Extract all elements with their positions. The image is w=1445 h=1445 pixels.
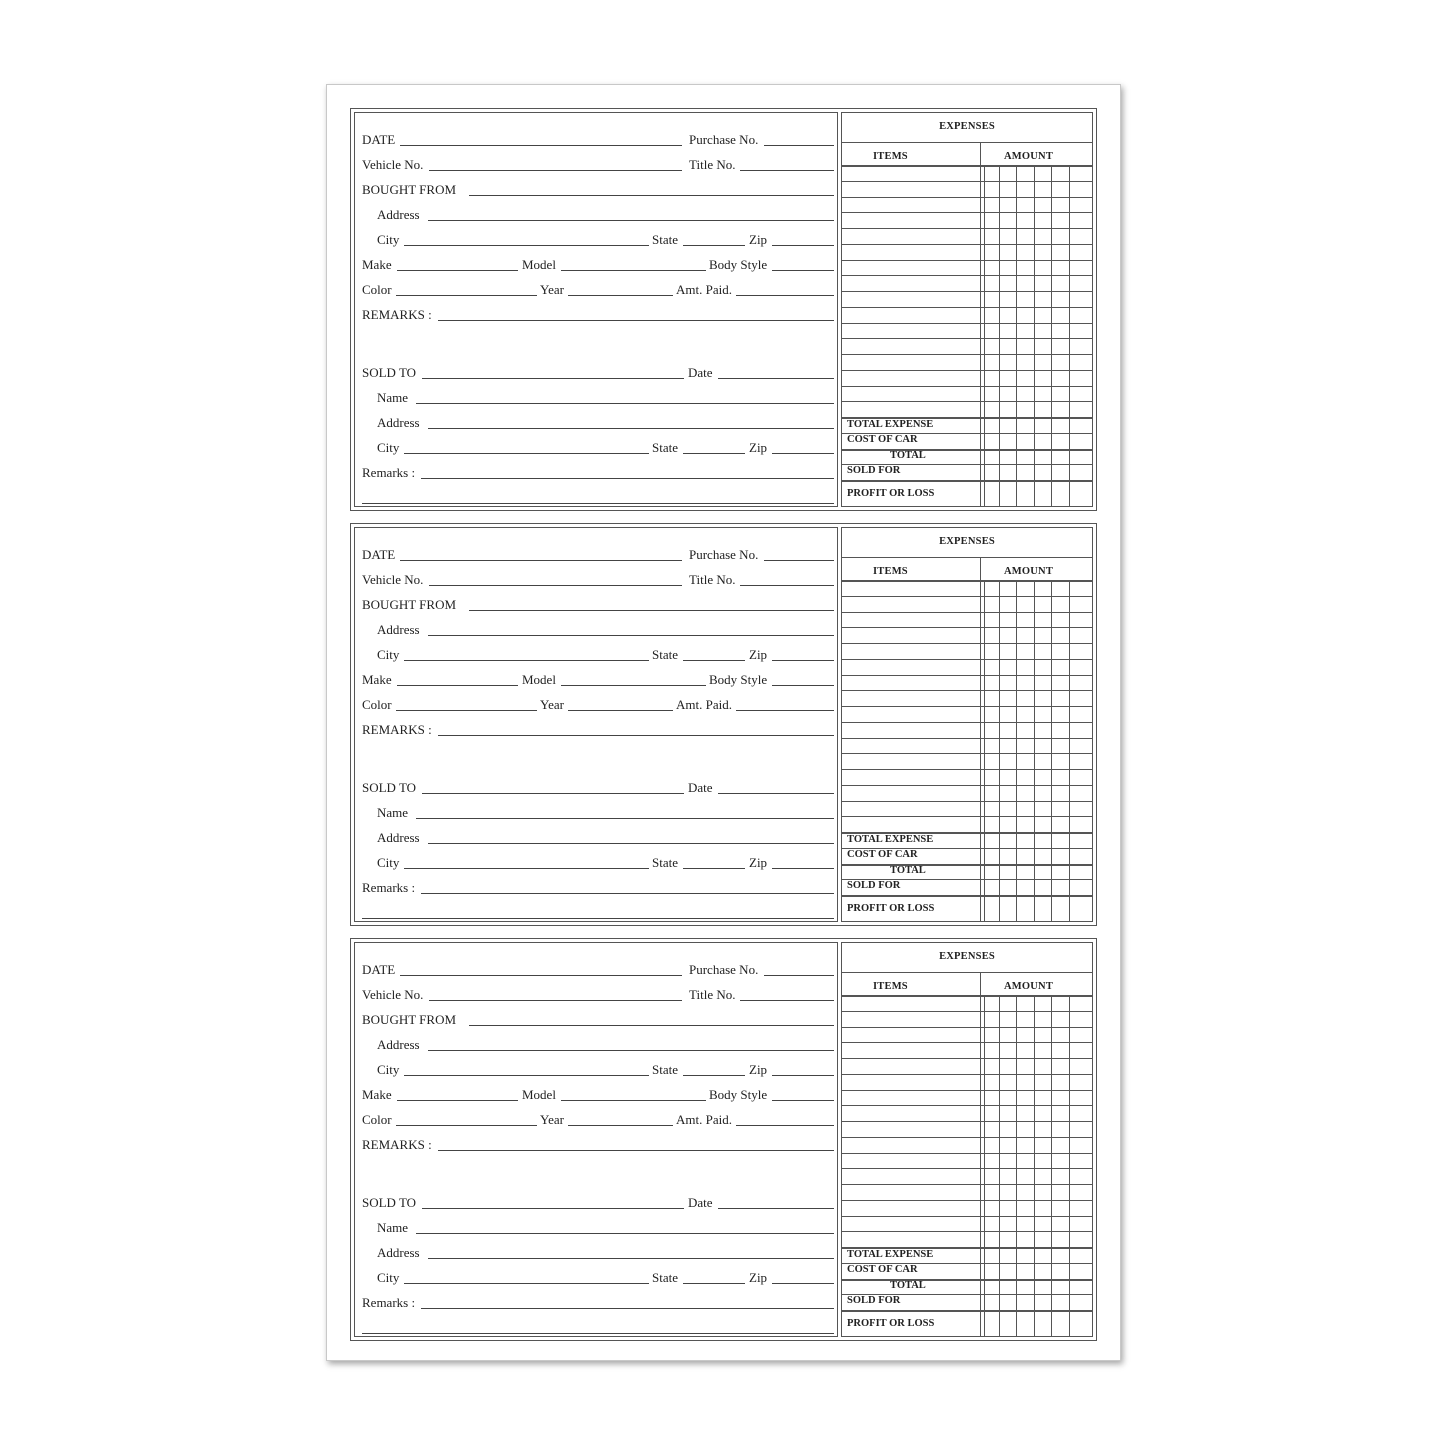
- sold-state-label: State: [652, 440, 678, 455]
- expense-row-line: [842, 1105, 1092, 1106]
- vehicle-no-field[interactable]: [429, 170, 682, 171]
- model-label: Model: [522, 257, 556, 272]
- date-label: DATE: [362, 132, 396, 147]
- amount-column-divider: [1016, 165, 1017, 506]
- expense-row-line: [842, 1200, 1092, 1201]
- sold-zip-label: Zip: [749, 855, 768, 870]
- bought-address-label: Address: [377, 1037, 420, 1052]
- bought-city-field[interactable]: [404, 660, 649, 661]
- amount-column-divider: [1034, 165, 1035, 506]
- model-field[interactable]: [561, 270, 706, 271]
- color-label: Color: [362, 697, 392, 712]
- year-label: Year: [540, 1112, 564, 1127]
- total-label: TOTAL: [890, 865, 926, 876]
- date-field[interactable]: [400, 145, 682, 146]
- sold-state-field[interactable]: [683, 453, 745, 454]
- sold-city-label: City: [377, 855, 400, 870]
- sold-name-label: Name: [377, 805, 409, 820]
- expense-row-line: [842, 244, 1092, 245]
- bought-city-field[interactable]: [404, 245, 649, 246]
- amount-column-divider: [1016, 995, 1017, 1336]
- model-field[interactable]: [561, 685, 706, 686]
- amount-column-divider: [1051, 995, 1052, 1336]
- bought-city-field[interactable]: [404, 1075, 649, 1076]
- title-no-field[interactable]: [740, 585, 834, 586]
- expense-row-line: [842, 1184, 1092, 1185]
- color-label: Color: [362, 1112, 392, 1127]
- amt-paid-label: Amt. Paid.: [676, 282, 732, 297]
- summary-row-line: [842, 449, 1092, 451]
- expenses-title: EXPENSES: [939, 536, 995, 547]
- title-no-label: Title No.: [689, 157, 736, 172]
- profit-or-loss-label: PROFIT OR LOSS: [847, 488, 935, 499]
- expenses-title: EXPENSES: [939, 951, 995, 962]
- sold-name-field[interactable]: [416, 1233, 834, 1234]
- bought-zip-label: Zip: [749, 232, 768, 247]
- expense-row-line: [842, 816, 1092, 817]
- expense-row-line: [842, 1027, 1092, 1028]
- purchase-no-field[interactable]: [764, 975, 834, 976]
- amount-column-divider: [984, 995, 985, 1336]
- sold-to-label: SOLD TO: [362, 780, 417, 795]
- expense-row-line: [842, 738, 1092, 739]
- sold-state-field[interactable]: [683, 868, 745, 869]
- expense-row-line: [842, 1042, 1092, 1043]
- amount-column-divider: [1051, 165, 1052, 506]
- color-label: Color: [362, 282, 392, 297]
- purchase-no-label: Purchase No.: [689, 962, 759, 977]
- sold-remarks-field-2[interactable]: [362, 1333, 834, 1334]
- sold-to-field[interactable]: [422, 1208, 684, 1209]
- vehicle-record: [350, 523, 1097, 926]
- expense-row-line: [842, 1216, 1092, 1217]
- sold-address-field[interactable]: [428, 843, 834, 844]
- bought-state-label: State: [652, 232, 678, 247]
- bought-city-label: City: [377, 232, 400, 247]
- bought-address-field[interactable]: [428, 635, 834, 636]
- amt-paid-field[interactable]: [736, 710, 834, 711]
- expense-row-line: [842, 323, 1092, 324]
- bought-from-label: BOUGHT FROM: [362, 597, 457, 612]
- sold-address-label: Address: [377, 1245, 420, 1260]
- sold-remarks-field[interactable]: [421, 893, 834, 894]
- make-field[interactable]: [397, 270, 518, 271]
- expense-row-line: [842, 291, 1092, 292]
- title-no-label: Title No.: [689, 572, 736, 587]
- bought-address-field[interactable]: [428, 1050, 834, 1051]
- sold-remarks-field-2[interactable]: [362, 918, 834, 919]
- total-expense-label: TOTAL EXPENSE: [847, 834, 934, 845]
- purchase-no-label: Purchase No.: [689, 132, 759, 147]
- vehicle-info-panel: [354, 527, 838, 922]
- expense-row-line: [842, 307, 1092, 308]
- expense-row-line: [842, 370, 1092, 371]
- expense-row-line: [842, 212, 1092, 213]
- expense-row-line: [842, 1168, 1092, 1169]
- year-label: Year: [540, 697, 564, 712]
- items-header: ITEMS: [873, 151, 908, 162]
- date-label: DATE: [362, 547, 396, 562]
- expense-row-line: [842, 181, 1092, 182]
- amount-column-divider: [1069, 995, 1070, 1336]
- expense-row-line: [842, 1137, 1092, 1138]
- profit-or-loss-label: PROFIT OR LOSS: [847, 1318, 935, 1329]
- sold-to-field[interactable]: [422, 378, 684, 379]
- remarks-field[interactable]: [438, 320, 834, 321]
- sold-state-field[interactable]: [683, 1283, 745, 1284]
- sold-for-label: SOLD FOR: [847, 1295, 901, 1306]
- year-label: Year: [540, 282, 564, 297]
- purchase-no-label: Purchase No.: [689, 547, 759, 562]
- sold-name-field[interactable]: [416, 403, 834, 404]
- remarks-label: REMARKS :: [362, 722, 432, 737]
- sold-name-field[interactable]: [416, 818, 834, 819]
- bought-zip-field[interactable]: [772, 245, 834, 246]
- model-field[interactable]: [561, 1100, 706, 1101]
- sold-city-field[interactable]: [404, 453, 649, 454]
- vehicle-no-label: Vehicle No.: [362, 157, 424, 172]
- total-label: TOTAL: [890, 450, 926, 461]
- date-label: DATE: [362, 962, 396, 977]
- expense-row-line: [842, 643, 1092, 644]
- expense-row-line: [842, 612, 1092, 613]
- bought-city-label: City: [377, 1062, 400, 1077]
- bought-address-field[interactable]: [428, 220, 834, 221]
- column-header-divider: [842, 165, 1092, 167]
- model-label: Model: [522, 1087, 556, 1102]
- purchase-no-field[interactable]: [764, 560, 834, 561]
- sold-city-label: City: [377, 440, 400, 455]
- sold-remarks-field[interactable]: [421, 1308, 834, 1309]
- amount-column-divider: [1034, 580, 1035, 921]
- sold-date-field[interactable]: [718, 793, 834, 794]
- color-field[interactable]: [396, 1125, 537, 1126]
- sold-zip-label: Zip: [749, 440, 768, 455]
- remarks-field[interactable]: [438, 735, 834, 736]
- expense-row-line: [842, 769, 1092, 770]
- expense-row-line: [842, 690, 1092, 691]
- title-no-field[interactable]: [740, 1000, 834, 1001]
- expense-row-line: [842, 228, 1092, 229]
- body-style-field[interactable]: [772, 1100, 834, 1101]
- vehicle-no-field[interactable]: [429, 585, 682, 586]
- amount-header: AMOUNT: [1004, 151, 1054, 162]
- amount-column-divider: [999, 580, 1000, 921]
- amount-column-divider: [1069, 580, 1070, 921]
- sold-zip-field[interactable]: [772, 1283, 834, 1284]
- amt-paid-label: Amt. Paid.: [676, 1112, 732, 1127]
- bought-state-field[interactable]: [683, 660, 745, 661]
- vehicle-no-label: Vehicle No.: [362, 572, 424, 587]
- summary-row-line: [842, 895, 1092, 897]
- sold-address-label: Address: [377, 830, 420, 845]
- sold-remarks-label: Remarks :: [362, 1295, 416, 1310]
- amount-column-divider: [984, 580, 985, 921]
- sold-address-field[interactable]: [428, 428, 834, 429]
- expense-row-line: [842, 197, 1092, 198]
- expense-row-line: [842, 1074, 1092, 1075]
- bought-city-label: City: [377, 647, 400, 662]
- expense-row-line: [842, 338, 1092, 339]
- summary-row-line: [842, 1310, 1092, 1312]
- expense-row-line: [842, 675, 1092, 676]
- sold-address-field[interactable]: [428, 1258, 834, 1259]
- column-header-divider: [842, 580, 1092, 582]
- year-field[interactable]: [568, 295, 673, 296]
- bought-zip-field[interactable]: [772, 1075, 834, 1076]
- amount-column-divider: [984, 165, 985, 506]
- make-field[interactable]: [397, 1100, 518, 1101]
- expense-row-line: [842, 596, 1092, 597]
- items-header: ITEMS: [873, 566, 908, 577]
- vehicle-info-panel: [354, 112, 838, 507]
- record-sheet: [326, 84, 1121, 1361]
- sold-remarks-label: Remarks :: [362, 880, 416, 895]
- make-field[interactable]: [397, 685, 518, 686]
- bought-from-field[interactable]: [469, 195, 834, 196]
- bought-from-field[interactable]: [469, 1025, 834, 1026]
- cost-of-car-label: COST OF CAR: [847, 849, 918, 860]
- sold-remarks-field[interactable]: [421, 478, 834, 479]
- sold-name-label: Name: [377, 390, 409, 405]
- bought-from-field[interactable]: [469, 610, 834, 611]
- year-field[interactable]: [568, 1125, 673, 1126]
- color-field[interactable]: [396, 295, 537, 296]
- sold-city-field[interactable]: [404, 1283, 649, 1284]
- amount-column-divider: [1016, 580, 1017, 921]
- sold-name-label: Name: [377, 1220, 409, 1235]
- body-style-label: Body Style: [709, 257, 768, 272]
- sold-state-label: State: [652, 855, 678, 870]
- expenses-title-divider: [842, 557, 1092, 558]
- sold-zip-label: Zip: [749, 1270, 768, 1285]
- body-style-field[interactable]: [772, 270, 834, 271]
- make-label: Make: [362, 1087, 392, 1102]
- bought-address-label: Address: [377, 622, 420, 637]
- bought-from-label: BOUGHT FROM: [362, 182, 457, 197]
- sold-city-field[interactable]: [404, 868, 649, 869]
- amt-paid-field[interactable]: [736, 295, 834, 296]
- sold-state-label: State: [652, 1270, 678, 1285]
- summary-row-line: [842, 1279, 1092, 1281]
- profit-or-loss-label: PROFIT OR LOSS: [847, 903, 935, 914]
- summary-row-line: [842, 480, 1092, 482]
- vehicle-record: [350, 108, 1097, 511]
- make-label: Make: [362, 257, 392, 272]
- sold-city-label: City: [377, 1270, 400, 1285]
- expense-row-line: [842, 753, 1092, 754]
- amt-paid-field[interactable]: [736, 1125, 834, 1126]
- sold-remarks-label: Remarks :: [362, 465, 416, 480]
- sold-for-label: SOLD FOR: [847, 465, 901, 476]
- expenses-panel: [841, 527, 1093, 922]
- expense-row-line: [842, 1058, 1092, 1059]
- model-label: Model: [522, 672, 556, 687]
- remarks-label: REMARKS :: [362, 307, 432, 322]
- body-style-label: Body Style: [709, 672, 768, 687]
- expense-row-line: [842, 275, 1092, 276]
- total-expense-label: TOTAL EXPENSE: [847, 1249, 934, 1260]
- sold-date-field[interactable]: [718, 378, 834, 379]
- expense-row-line: [842, 1231, 1092, 1232]
- sold-to-label: SOLD TO: [362, 365, 417, 380]
- expenses-title-divider: [842, 142, 1092, 143]
- vehicle-record: [350, 938, 1097, 1341]
- expense-row-line: [842, 386, 1092, 387]
- sold-date-label: Date: [688, 1195, 713, 1210]
- expenses-title-divider: [842, 972, 1092, 973]
- expense-row-line: [842, 1153, 1092, 1154]
- color-field[interactable]: [396, 710, 537, 711]
- bought-state-label: State: [652, 647, 678, 662]
- body-style-label: Body Style: [709, 1087, 768, 1102]
- sold-zip-field[interactable]: [772, 453, 834, 454]
- total-expense-label: TOTAL EXPENSE: [847, 419, 934, 430]
- expenses-title: EXPENSES: [939, 121, 995, 132]
- expense-row-line: [842, 1121, 1092, 1122]
- bought-state-label: State: [652, 1062, 678, 1077]
- amount-column-divider: [1034, 995, 1035, 1336]
- bought-from-label: BOUGHT FROM: [362, 1012, 457, 1027]
- amt-paid-label: Amt. Paid.: [676, 697, 732, 712]
- bought-zip-field[interactable]: [772, 660, 834, 661]
- sold-zip-field[interactable]: [772, 868, 834, 869]
- items-header: ITEMS: [873, 981, 908, 992]
- title-no-label: Title No.: [689, 987, 736, 1002]
- cost-of-car-label: COST OF CAR: [847, 1264, 918, 1275]
- amount-header: AMOUNT: [1004, 981, 1054, 992]
- date-field[interactable]: [400, 975, 682, 976]
- sold-for-label: SOLD FOR: [847, 880, 901, 891]
- amount-column-divider: [1069, 165, 1070, 506]
- remarks-label: REMARKS :: [362, 1137, 432, 1152]
- remarks-field[interactable]: [438, 1150, 834, 1151]
- sold-to-label: SOLD TO: [362, 1195, 417, 1210]
- expense-row-line: [842, 801, 1092, 802]
- amount-header: AMOUNT: [1004, 566, 1054, 577]
- expense-row-line: [842, 1011, 1092, 1012]
- expenses-panel: [841, 942, 1093, 1337]
- expense-row-line: [842, 722, 1092, 723]
- vehicle-no-field[interactable]: [429, 1000, 682, 1001]
- expense-row-line: [842, 1090, 1092, 1091]
- body-style-field[interactable]: [772, 685, 834, 686]
- bought-state-field[interactable]: [683, 1075, 745, 1076]
- make-label: Make: [362, 672, 392, 687]
- expenses-panel: [841, 112, 1093, 507]
- title-no-field[interactable]: [740, 170, 834, 171]
- bought-zip-label: Zip: [749, 1062, 768, 1077]
- expense-row-line: [842, 354, 1092, 355]
- year-field[interactable]: [568, 710, 673, 711]
- sold-date-label: Date: [688, 365, 713, 380]
- total-label: TOTAL: [890, 1280, 926, 1291]
- sold-to-field[interactable]: [422, 793, 684, 794]
- amount-column-divider: [1051, 580, 1052, 921]
- sold-date-field[interactable]: [718, 1208, 834, 1209]
- sold-date-label: Date: [688, 780, 713, 795]
- summary-row-line: [842, 864, 1092, 866]
- cost-of-car-label: COST OF CAR: [847, 434, 918, 445]
- expense-row-line: [842, 659, 1092, 660]
- expense-row-line: [842, 260, 1092, 261]
- amount-column-divider: [999, 995, 1000, 1336]
- purchase-no-field[interactable]: [764, 145, 834, 146]
- bought-zip-label: Zip: [749, 647, 768, 662]
- bought-address-label: Address: [377, 207, 420, 222]
- amount-column-divider: [999, 165, 1000, 506]
- expense-row-line: [842, 401, 1092, 402]
- vehicle-no-label: Vehicle No.: [362, 987, 424, 1002]
- vehicle-info-panel: [354, 942, 838, 1337]
- expense-row-line: [842, 627, 1092, 628]
- date-field[interactable]: [400, 560, 682, 561]
- bought-state-field[interactable]: [683, 245, 745, 246]
- expense-row-line: [842, 706, 1092, 707]
- column-header-divider: [842, 995, 1092, 997]
- sold-remarks-field-2[interactable]: [362, 503, 834, 504]
- expense-row-line: [842, 785, 1092, 786]
- sold-address-label: Address: [377, 415, 420, 430]
